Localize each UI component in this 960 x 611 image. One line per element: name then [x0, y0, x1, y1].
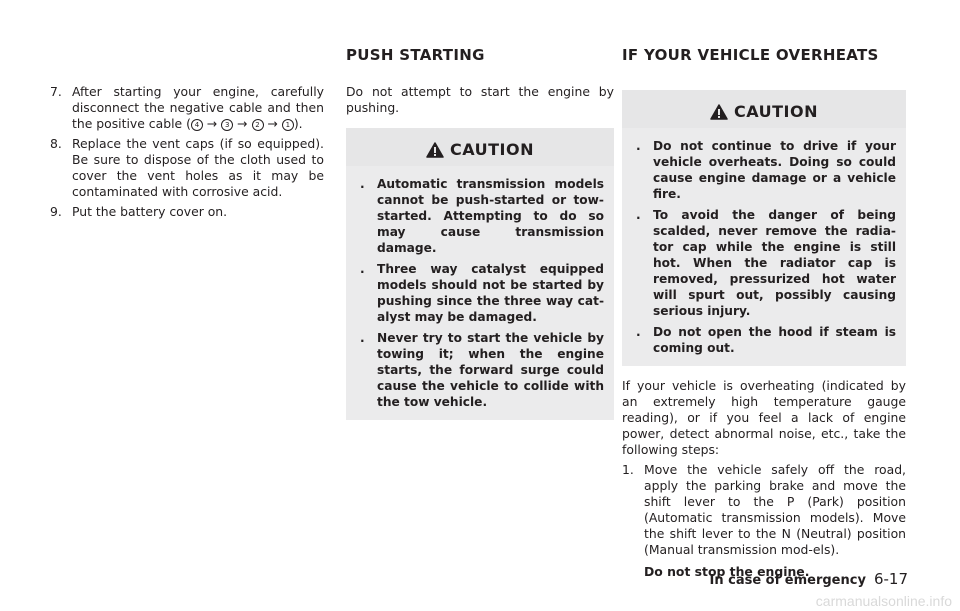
- caution-item: [360, 261, 604, 325]
- caution-box-overheats: [622, 90, 906, 366]
- circled-number-4-icon: 4: [191, 119, 203, 131]
- overheat-step-1: [622, 462, 906, 580]
- step-number: 1.: [622, 462, 634, 477]
- caution-item: [636, 207, 896, 319]
- bullet-icon: .: [360, 262, 365, 276]
- step-bold-note: Do not stop the engine.: [644, 564, 810, 579]
- circled-number-3-icon: 3: [221, 119, 233, 131]
- circled-number-1-icon: 1: [282, 119, 294, 131]
- caution-title-text: CAUTION: [450, 140, 534, 159]
- step-text: Replace the vent caps (if so equipped). Be sure to dispose of the cloth used to cover the vent holes as it may be contaminated with corrosive acid.: [72, 136, 324, 199]
- bullet-icon: .: [360, 177, 365, 191]
- overheats-column: [622, 90, 906, 584]
- step-number: 8.: [50, 136, 62, 151]
- bullet-icon: .: [636, 139, 641, 153]
- caution-item: [636, 324, 896, 356]
- caution-item-text: To avoid the danger of being scalded, never remove the radia-tor cap while the engine is still hot. When the radiator cap is removed, pressurized hot water will spurt out, possibly causing serious injury.: [653, 208, 896, 318]
- push-starting-intro: Do not attempt to start the engine by pushing.: [346, 84, 614, 115]
- watermark: carmanualsonline.info: [815, 593, 952, 609]
- caution-title: [346, 128, 614, 166]
- caution-item-text: Three way catalyst equipped models should not be started by pushing since the three way cat-alyst may be damaged.: [377, 262, 604, 324]
- page-number: 6-17: [873, 570, 908, 588]
- caution-item-text: Do not continue to drive if your vehicle overheats. Doing so could cause engine damage or a vehicle fire.: [653, 139, 896, 201]
- caution-box-push-starting: [346, 128, 614, 420]
- caution-title: [622, 90, 906, 128]
- caution-title-text: CAUTION: [734, 102, 818, 121]
- overheats-intro: If your vehicle is overheating (indicated by an extremely high temperature gauge reading), or if you feel a lack of engine power, detect abnormal noise, etc., take the following steps:: [622, 378, 906, 457]
- caution-list: [622, 128, 906, 366]
- warning-triangle-icon: [710, 104, 728, 120]
- warning-triangle-icon: [426, 142, 444, 158]
- push-starting-column: [346, 84, 614, 420]
- step-7: [50, 84, 324, 132]
- circled-number-2-icon: 2: [252, 119, 264, 131]
- caution-item-text: Automatic transmission models cannot be push-started or tow-started. Attempting to do so may cause transmission damage.: [377, 177, 604, 255]
- section-heading-overheats: IF YOUR VEHICLE OVERHEATS: [622, 46, 879, 64]
- step-text-tail: ).: [293, 116, 303, 131]
- caution-item: [360, 330, 604, 410]
- caution-item: [360, 176, 604, 256]
- step-text: Move the vehicle safely off the road, apply the parking brake and move the shift lever to the P (Park) position (Automatic transmission models). Move the shift lever to the N (Neutral) position (Manual transmission mod-els).: [644, 462, 906, 557]
- arrow-icon: →: [206, 116, 218, 131]
- caution-list: [346, 166, 614, 420]
- caution-item: [636, 138, 896, 202]
- section-heading-push-starting: PUSH STARTING: [346, 46, 485, 64]
- step-text: Put the battery cover on.: [72, 204, 228, 219]
- step-text: After starting your engine, carefully disconnect the negative cable and then the positive cable (: [72, 84, 324, 131]
- bullet-icon: .: [636, 208, 641, 222]
- bullet-icon: .: [636, 325, 641, 339]
- page-footer: [710, 570, 909, 588]
- arrow-icon: →: [267, 116, 278, 131]
- arrow-icon: →: [237, 116, 248, 131]
- step-9: [50, 204, 324, 220]
- caution-item-text: Never try to start the vehicle by towing it; when the engine starts, the forward surge could cause the vehicle to collide with the tow vehicle.: [377, 331, 604, 409]
- caution-item-text: Do not open the hood if steam is coming out.: [653, 325, 896, 355]
- bullet-icon: .: [360, 331, 365, 345]
- left-column: [50, 84, 324, 224]
- step-8: [50, 136, 324, 200]
- footer-section-title: In case of emergency: [709, 573, 866, 588]
- step-number: 7.: [50, 84, 62, 99]
- step-number: 9.: [50, 204, 62, 219]
